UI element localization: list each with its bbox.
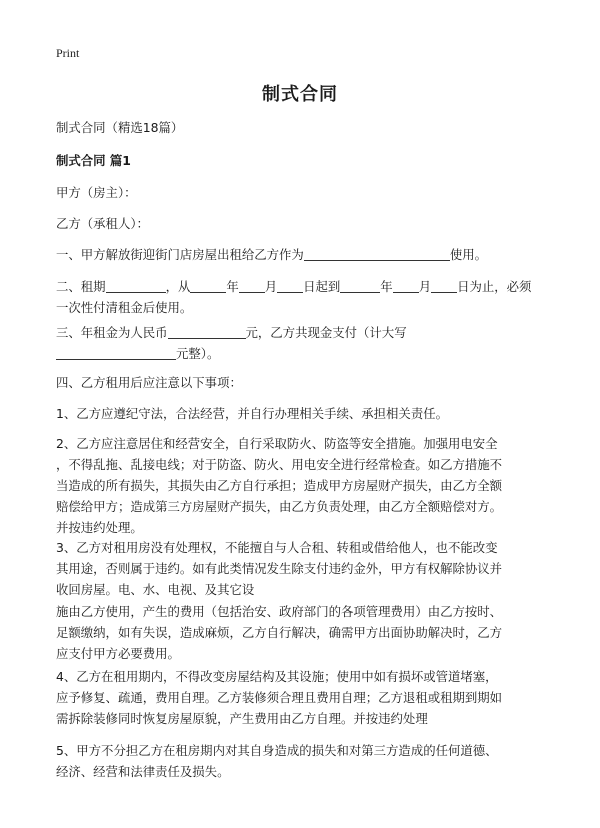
item-5-line: 5、甲方不分担乙方在租房期内对其自身造成的损失和对第三方造成的任何道德、: [56, 743, 498, 758]
blank-start-year: [190, 278, 226, 293]
blank-usage: [304, 246, 450, 261]
blank-end-day: [431, 278, 457, 293]
item-4: [56, 666, 556, 729]
blank-start-month: [239, 278, 265, 293]
item-1: 1、乙方应遵纪守法，合法经营，并自行办理相关手续、承担相关责任。: [56, 406, 448, 421]
clause-2-line-2: 一次性付清租金后使用。: [56, 300, 193, 315]
item-4-line: 4、乙方在租用期内，不得改变房屋结构及其设施；使用中如有损坏或管道堵塞，: [56, 669, 498, 684]
item-5-line: 经济、经营和法律责任及损失。: [56, 764, 230, 779]
item-3-cont-line: 足额缴纳，如有失误，造成麻烦，乙方自行解决，确需甲方出面协助解决时，乙方: [56, 625, 503, 640]
item-2: [56, 433, 556, 538]
item-3-cont-line: 应支付甲方必要费用。: [56, 646, 180, 661]
item-3: [56, 537, 556, 600]
item-2-line: 当造成的所有损失，其损失由乙方自行承担；造成甲方房屋财产损失，由乙方全额: [56, 478, 503, 493]
clause-1: [56, 244, 556, 265]
item-2-line: 并按违约处理。: [56, 520, 143, 535]
item-4-line: 应予修复、疏通，费用自理。乙方装修须合理且费用自理；乙方退租或租期到期如: [56, 690, 503, 705]
blank-end-month: [393, 278, 419, 293]
item-2-line: 2、乙方应注意居住和经营安全，自行采取防火、防盗等安全措施。加强用电安全: [56, 436, 498, 451]
clause-3-line-1: 三、年租金为人民币 元，乙方共现金支付（计大写: [56, 325, 407, 340]
clause-3-line-2: 元整）。: [56, 343, 556, 364]
blank-term: [106, 278, 166, 293]
item-3-line: 收回房屋。电、水、电视、及其它设: [56, 582, 255, 597]
clause-3: [56, 322, 556, 364]
item-3-line: 其用途，否则属于违约。如有此类情况发生除支付违约金外，甲方有权解除协议并: [56, 561, 503, 576]
blank-end-year: [340, 278, 380, 293]
item-3-cont-line: 施由乙方使用，产生的费用（包括治安、政府部门的各项管理费用）由乙方按时、: [56, 604, 503, 619]
clause-2: [56, 276, 556, 318]
item-2-line: ，不得乱拖、乱接电线；对于防盗、防火、用电安全进行经常检查。如乙方措施不: [56, 457, 503, 472]
document-title: 制式合同: [262, 84, 338, 105]
party-b-line: 乙方（承租人）：: [56, 216, 149, 231]
clause-2-line-1: 二、租期 ，从 年 月 日起到 年 月 日为止，必须: [56, 279, 532, 294]
clause-1-tail: 使用。: [449, 247, 487, 262]
blank-annual-rent: [168, 324, 246, 339]
clause-4: 四、乙方租用后应注意以下事项：: [56, 375, 242, 390]
blank-start-day: [277, 278, 303, 293]
clause-1-text: 一、甲方解放街迎街门店房屋出租给乙方作为: [56, 247, 304, 262]
item-5: [56, 740, 556, 782]
section-heading: 制式合同 篇1: [56, 153, 131, 168]
item-4-line: 需拆除装修同时恢复房屋原貌，产生费用由乙方自理。并按违约处理: [56, 711, 428, 726]
blank-amount-uppercase: [56, 345, 176, 360]
print-label: Print: [56, 46, 80, 60]
party-a-line: 甲方（房主）：: [56, 185, 137, 200]
item-3-line: 3、乙方对租用房没有处理权，不能擅自与人合租、转租或借给他人，也不能改变: [56, 540, 498, 555]
item-2-line: 赔偿给甲方；造成第三方房屋财产损失，由乙方负责处理，由乙方全额赔偿对方。: [56, 499, 503, 514]
item-3-continued: [56, 601, 556, 664]
document-subtitle: 制式合同（精选18篇）: [56, 120, 184, 135]
